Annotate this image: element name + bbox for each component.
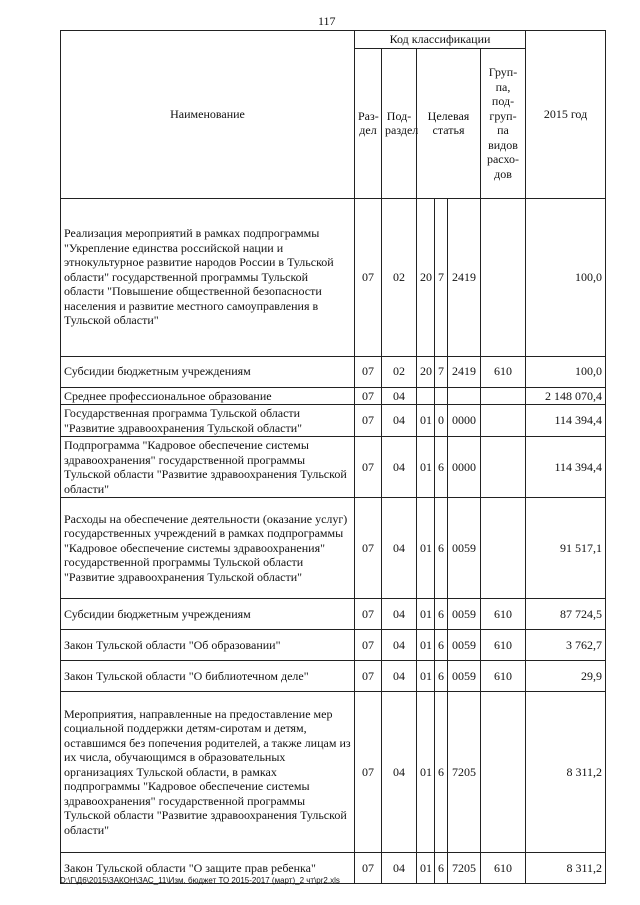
row-target-direction: 0000 — [448, 437, 481, 498]
row-target-subprogram: 6 — [435, 437, 448, 498]
row-section: 07 — [355, 599, 382, 630]
row-target-program: 01 — [417, 661, 435, 692]
row-section: 07 — [355, 853, 382, 884]
row-section: 07 — [355, 692, 382, 853]
row-section: 07 — [355, 405, 382, 437]
row-section: 07 — [355, 356, 382, 387]
row-target-subprogram: 6 — [435, 630, 448, 661]
row-target-program: 01 — [417, 599, 435, 630]
row-target-subprogram: 7 — [435, 198, 448, 356]
table-row — [61, 387, 606, 405]
header-expense-group: Груп-па, под-груп-па видов расхо-дов — [481, 48, 526, 198]
row-target-direction: 0059 — [448, 498, 481, 599]
row-target-program: 01 — [417, 630, 435, 661]
row-amount: 114 394,4 — [526, 437, 606, 498]
row-name: Государственная программа Тульской области "Развитие здравоохранения Тульской области" — [61, 405, 355, 437]
row-target-program: 20 — [417, 198, 435, 356]
row-subsection: 04 — [382, 599, 417, 630]
row-subsection: 04 — [382, 387, 417, 405]
row-expense-type — [481, 692, 526, 853]
row-subsection: 04 — [382, 853, 417, 884]
row-name: Субсидии бюджетным учреждениям — [61, 356, 355, 387]
table-row — [61, 599, 606, 630]
row-amount: 100,0 — [526, 198, 606, 356]
row-target-subprogram: 6 — [435, 853, 448, 884]
row-target-program — [417, 387, 435, 405]
row-target-program: 01 — [417, 437, 435, 498]
row-expense-type — [481, 405, 526, 437]
row-target-direction: 0059 — [448, 599, 481, 630]
row-section: 07 — [355, 198, 382, 356]
row-subsection: 04 — [382, 498, 417, 599]
table-row — [61, 198, 606, 356]
row-section: 07 — [355, 387, 382, 405]
table-row — [61, 437, 606, 498]
row-amount: 29,9 — [526, 661, 606, 692]
row-expense-type — [481, 198, 526, 356]
table-row — [61, 405, 606, 437]
row-target-program: 01 — [417, 692, 435, 853]
budget-table — [60, 30, 606, 884]
row-amount: 91 517,1 — [526, 498, 606, 599]
row-target-program: 01 — [417, 498, 435, 599]
row-name: Расходы на обеспечение деятельности (оказание услуг) государственных учреждений в рамках подпрограммы "Кадровое обеспечение системы здравоохранения" государственной программы Тульской области "Развитие здравоохранения Тульской области" — [61, 498, 355, 599]
row-section: 07 — [355, 630, 382, 661]
row-target-direction: 2419 — [448, 356, 481, 387]
row-target-direction: 7205 — [448, 692, 481, 853]
row-target-subprogram: 6 — [435, 498, 448, 599]
row-section: 07 — [355, 661, 382, 692]
row-expense-type: 610 — [481, 853, 526, 884]
row-amount: 87 724,5 — [526, 599, 606, 630]
header-section: Раз-дел — [355, 48, 382, 198]
row-target-direction — [448, 387, 481, 405]
row-target-subprogram: 6 — [435, 692, 448, 853]
table-row — [61, 630, 606, 661]
table-row — [61, 661, 606, 692]
row-expense-type: 610 — [481, 630, 526, 661]
row-name: Мероприятия, направленные на предоставление мер социальной поддержки детям-сиротам и детям, оставшимся без попечения родителей, а также лицам из их числа, обучающимся в образовательных организациях Тульской области, в рамках подпрограммы "Кадровое обеспечение системы здравоохранения" государственной программы Тульской области "Развитие здравоохранения Тульской области" — [61, 692, 355, 853]
row-subsection: 04 — [382, 437, 417, 498]
row-subsection: 04 — [382, 405, 417, 437]
header-name: Наименование — [61, 31, 355, 199]
row-name: Закон Тульской области "О защите прав ребенка" — [61, 853, 355, 884]
row-amount: 114 394,4 — [526, 405, 606, 437]
table-row — [61, 356, 606, 387]
row-section: 07 — [355, 437, 382, 498]
row-expense-type: 610 — [481, 356, 526, 387]
row-subsection: 04 — [382, 661, 417, 692]
row-target-direction: 2419 — [448, 198, 481, 356]
row-target-direction: 0000 — [448, 405, 481, 437]
row-target-direction: 7205 — [448, 853, 481, 884]
row-name: Закон Тульской области "О библиотечном деле" — [61, 661, 355, 692]
row-target-direction: 0059 — [448, 661, 481, 692]
row-target-program: 20 — [417, 356, 435, 387]
row-target-program: 01 — [417, 853, 435, 884]
row-expense-type: 610 — [481, 661, 526, 692]
row-target-subprogram: 7 — [435, 356, 448, 387]
row-target-subprogram: 0 — [435, 405, 448, 437]
row-expense-type: 610 — [481, 599, 526, 630]
row-target-subprogram — [435, 387, 448, 405]
row-subsection: 02 — [382, 356, 417, 387]
row-amount: 100,0 — [526, 356, 606, 387]
header-classification: Код классификации — [355, 31, 526, 49]
header-year: 2015 год — [526, 31, 606, 199]
row-target-subprogram: 6 — [435, 661, 448, 692]
row-section: 07 — [355, 498, 382, 599]
row-target-direction: 0059 — [448, 630, 481, 661]
row-name: Закон Тульской области "Об образовании" — [61, 630, 355, 661]
row-subsection: 02 — [382, 198, 417, 356]
row-amount: 3 762,7 — [526, 630, 606, 661]
row-name: Подпрограмма "Кадровое обеспечение системы здравоохранения" государственной программы Тульской области "Развитие здравоохранения Тульской области" — [61, 437, 355, 498]
row-target-subprogram: 6 — [435, 599, 448, 630]
row-expense-type — [481, 437, 526, 498]
row-amount: 8 311,2 — [526, 853, 606, 884]
row-amount: 8 311,2 — [526, 692, 606, 853]
row-subsection: 04 — [382, 630, 417, 661]
file-path-footer: D:\Г\Д6\2015\ЗАКОН\ЗАС_11\Изм. бюджет ТО 2015-2017 (март)_2 чт\pr2.xls — [60, 876, 340, 885]
row-subsection: 04 — [382, 692, 417, 853]
row-amount: 2 148 070,4 — [526, 387, 606, 405]
row-name: Реализация мероприятий в рамках подпрограммы "Укрепление единства российской нации и этнокультурное развитие народов России в Тульской области" государственной программы Тульской области "Повышение общественной безопасности населения и развитие местного самоуправления в Тульской области" — [61, 198, 355, 356]
table-row — [61, 498, 606, 599]
row-target-program: 01 — [417, 405, 435, 437]
row-name: Среднее профессиональное образование — [61, 387, 355, 405]
row-expense-type — [481, 387, 526, 405]
row-name: Субсидии бюджетным учреждениям — [61, 599, 355, 630]
header-target-article: Целевая статья — [417, 48, 481, 198]
table-row — [61, 692, 606, 853]
row-expense-type — [481, 498, 526, 599]
header-subsection: Под-раздел — [382, 48, 417, 198]
page-number: 117 — [318, 14, 336, 28]
